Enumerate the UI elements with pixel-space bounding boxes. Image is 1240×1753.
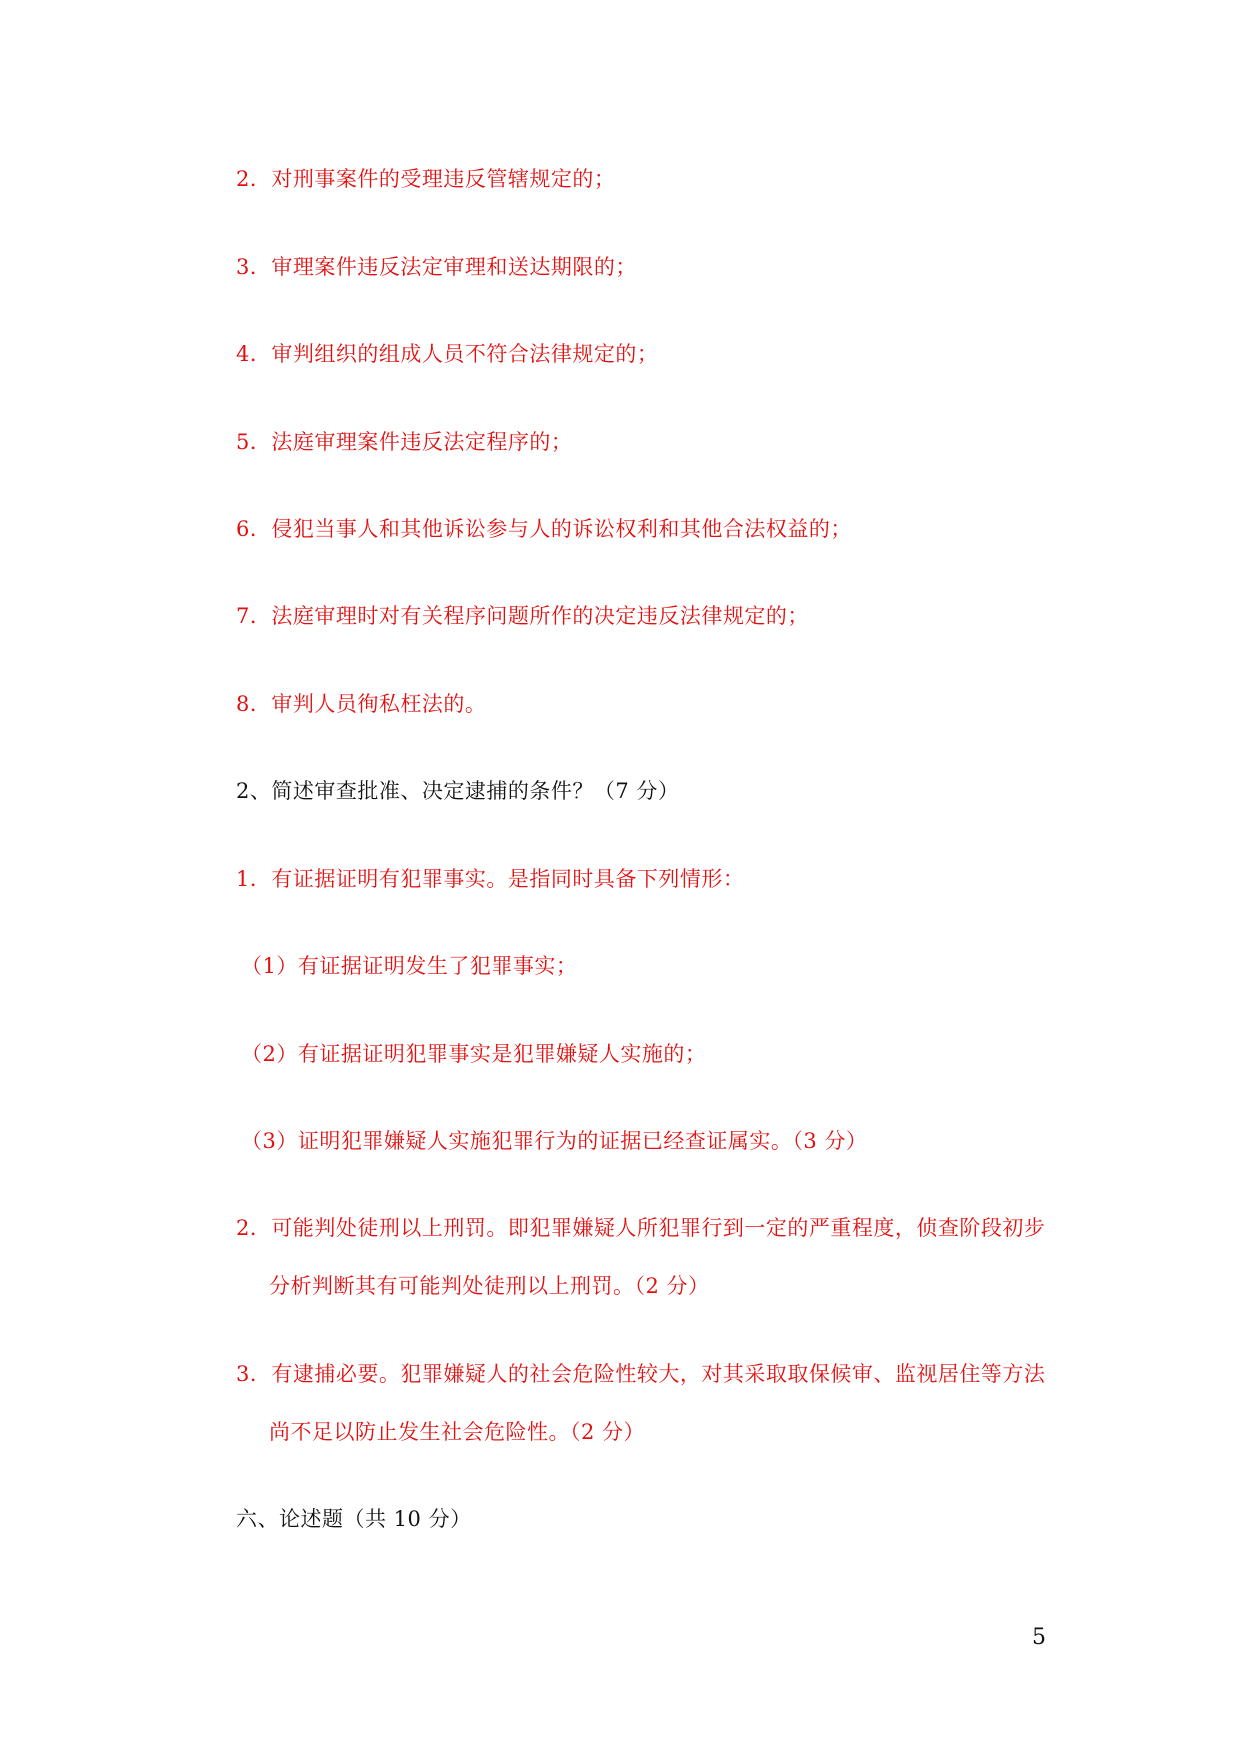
section-6-heading: 六、论述题（共 10 分） <box>236 1507 472 1531</box>
answer-item-5-procedure: 5．法庭审理案件违反法定程序的； <box>236 430 573 454</box>
answer-item-8-misconduct: 8．审判人员徇私枉法的。 <box>236 692 487 716</box>
answer-item-4-composition: 4．审判组织的组成人员不符合法律规定的； <box>236 342 659 366</box>
page-number: 5 <box>1032 1625 1046 1650</box>
answer-condition-2-line-1: 2．可能判处徒刑以上刑罚。即犯罪嫌疑人所犯罪行到一定的严重程度，侦查阶段初步 <box>236 1216 1046 1240</box>
answer-condition-3-line-1: 3．有逮捕必要。犯罪嫌疑人的社会危险性较大，对其采取取保候审、监视居住等方法 <box>236 1362 1046 1386</box>
answer-condition-1-sub-3: （3）证明犯罪嫌疑人实施犯罪行为的证据已经查证属实。（3 分） <box>241 1129 868 1153</box>
answer-condition-1-sub-2: （2）有证据证明犯罪事实是犯罪嫌疑人实施的； <box>241 1042 707 1066</box>
answer-item-6-rights: 6．侵犯当事人和其他诉讼参与人的诉讼权利和其他合法权益的； <box>236 517 852 541</box>
answer-item-3-time-limit: 3．审理案件违反法定审理和送达期限的； <box>236 255 637 279</box>
question-2-heading: 2、简述审查批准、决定逮捕的条件？（7 分） <box>236 779 680 803</box>
answer-item-7-decision: 7．法庭审理时对有关程序问题所作的决定违反法律规定的； <box>236 604 809 628</box>
answer-item-2-jurisdiction: 2．对刑事案件的受理违反管辖规定的； <box>236 167 616 191</box>
answer-condition-1-sub-1: （1）有证据证明发生了犯罪事实； <box>241 954 578 978</box>
answer-condition-1: 1．有证据证明有犯罪事实。是指同时具备下列情形： <box>236 867 745 891</box>
answer-condition-2-line-2: 分析判断其有可能判处徒刑以上刑罚。（2 分） <box>269 1274 710 1298</box>
answer-condition-3-line-2: 尚不足以防止发生社会危险性。（2 分） <box>269 1420 646 1444</box>
